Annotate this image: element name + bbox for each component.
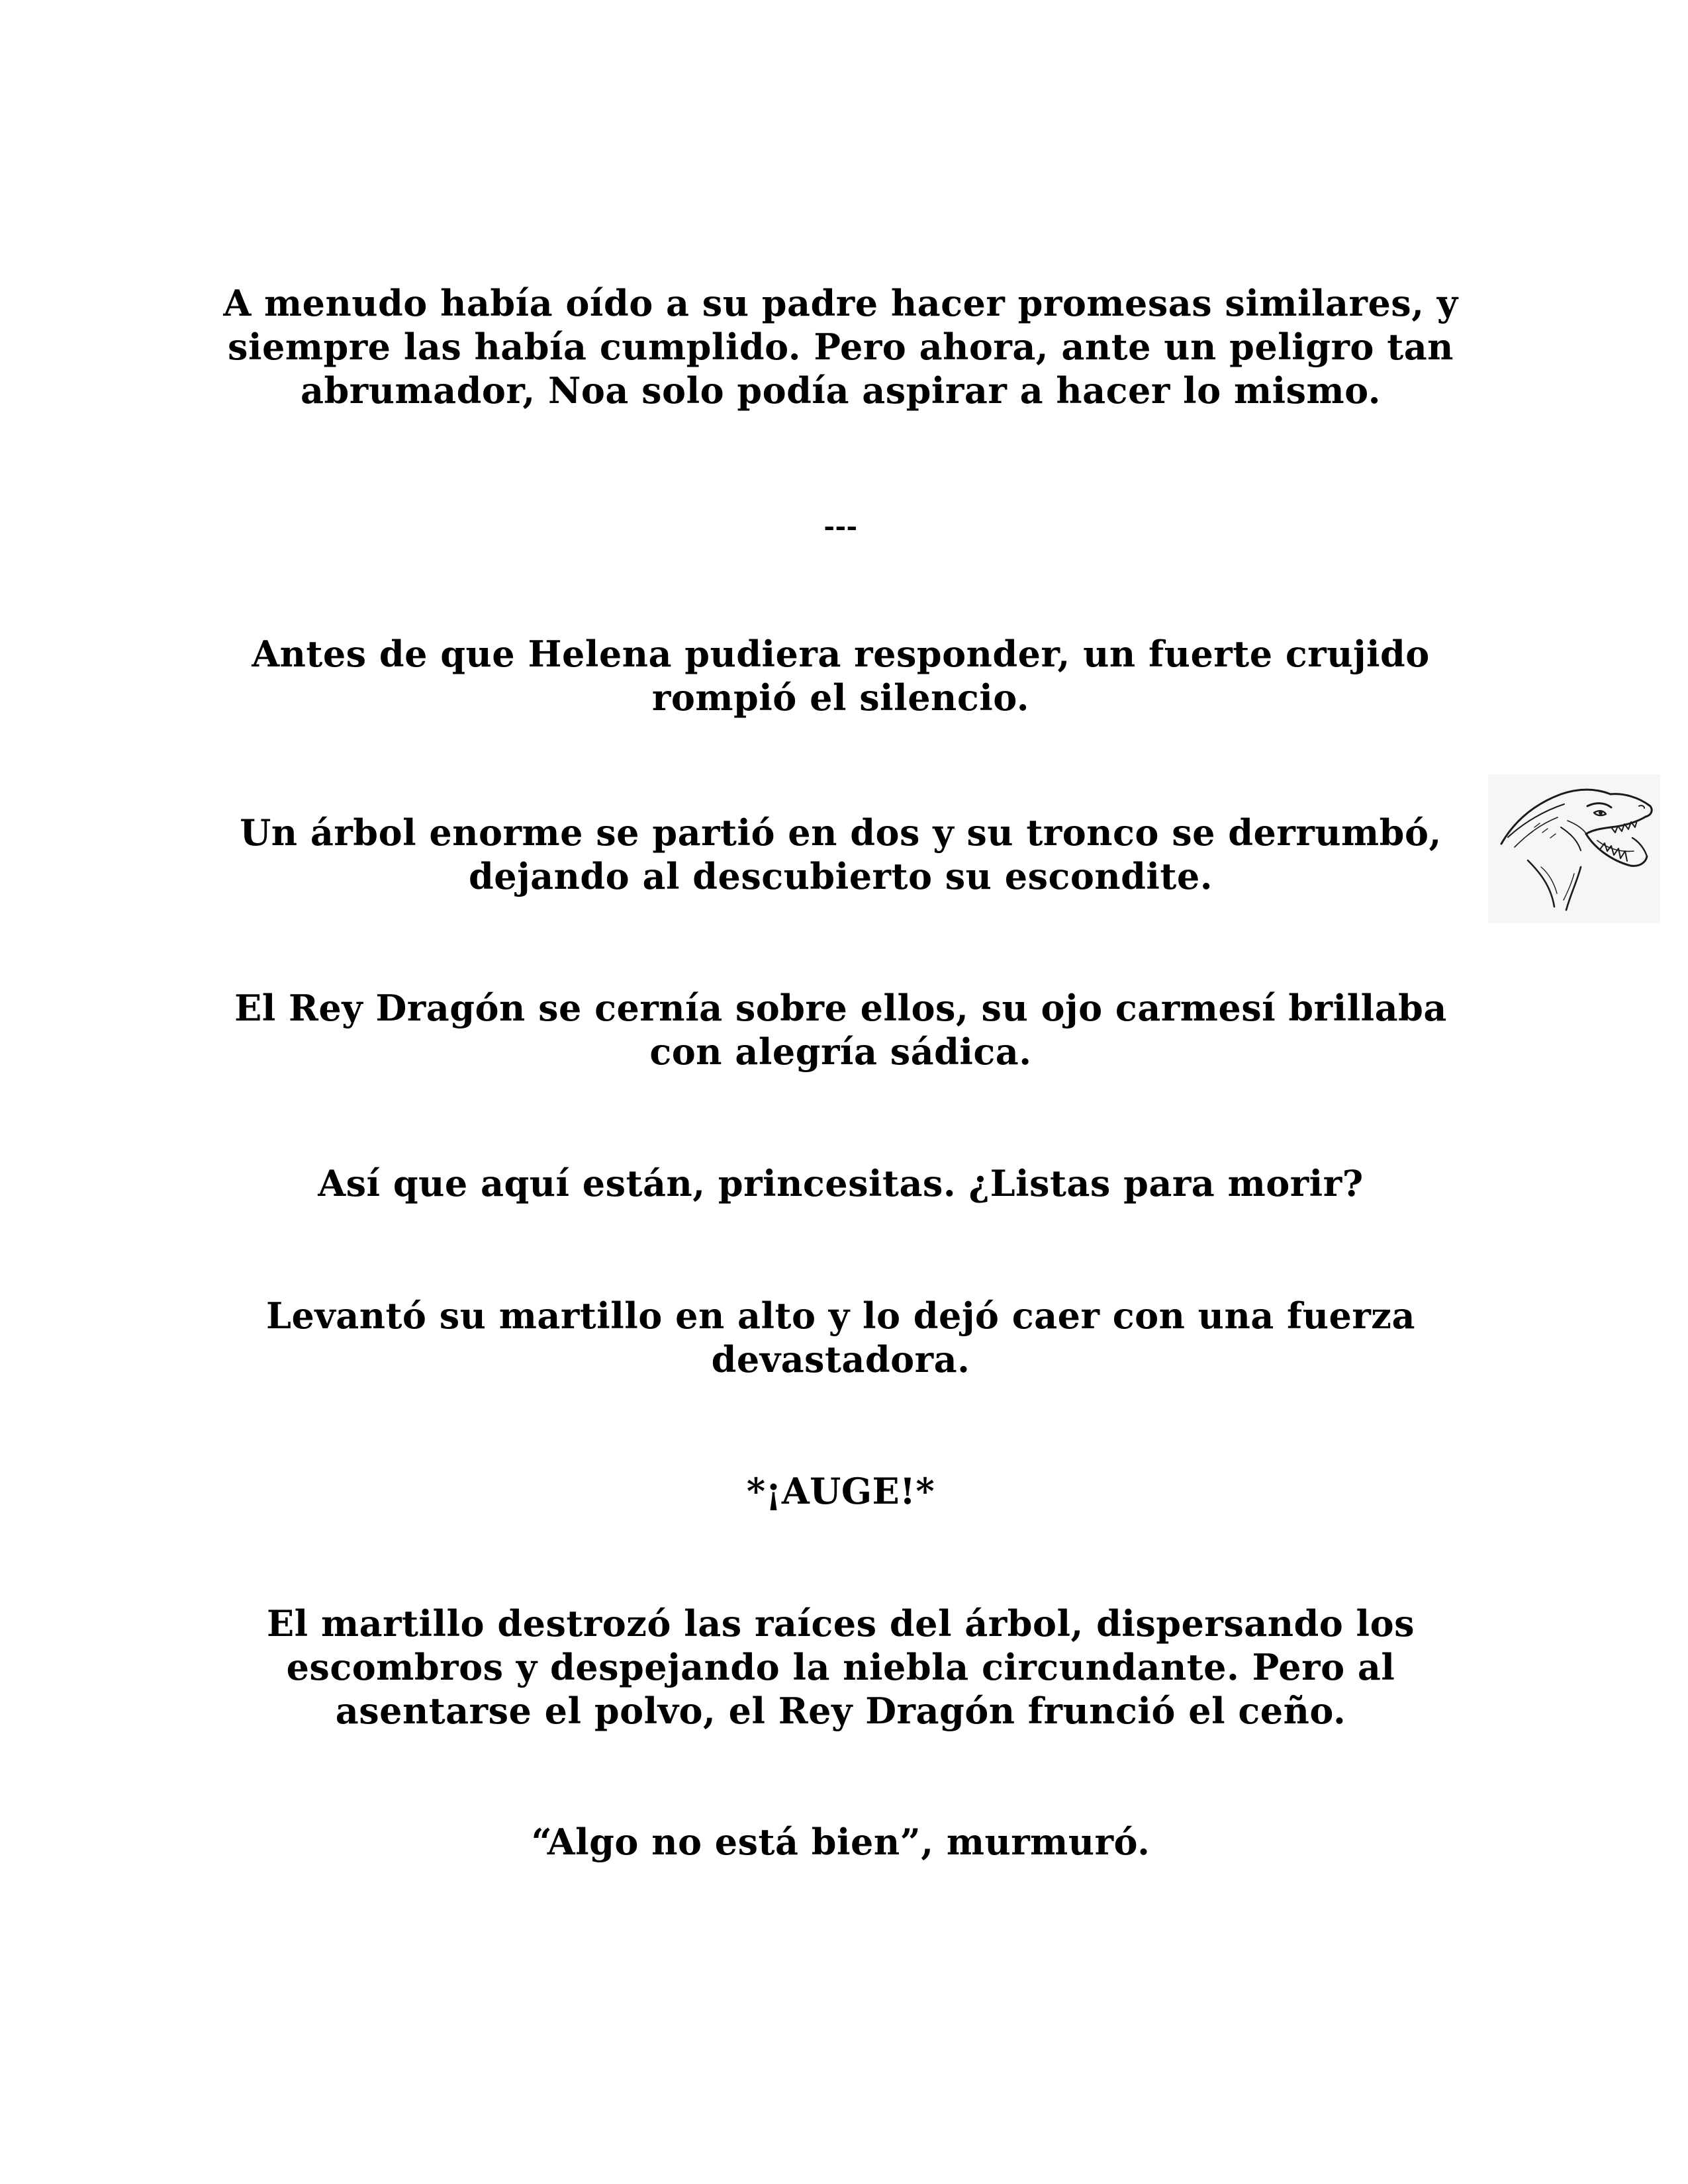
paragraph-dragon-king: El Rey Dragón se cernía sobre ellos, su ojo carmesí brillaba con alegría sádica.: [234, 987, 1447, 1073]
paragraph-roots: El martillo destrozó las raíces del árbol, dispersando los escombros y despejando la niebla circundante. Pero al asentarse el polvo, el Rey Dragón frunció el ceño.: [266, 1602, 1415, 1732]
paragraph-hammer: Levantó su martillo en alto y lo dejó caer con una fuerza devastadora.: [266, 1295, 1415, 1381]
paragraph-tree: Un árbol enorme se partió en dos y su tronco se derrumbó, dejando al descubierto su escondite.: [240, 811, 1442, 897]
paragraph-taunt: Así que aquí están, princesitas. ¿Listas para morir?: [318, 1162, 1364, 1205]
paragraph-murmur: “Algo no está bien”, murmuró.: [531, 1821, 1150, 1863]
paragraph-crack: Antes de que Helena pudiera responder, un fuerte crujido rompió el silencio.: [252, 633, 1430, 719]
paragraph-promises: A menudo había oído a su padre hacer promesas similares, y siempre las había cumplido. Pero ahora, ante un peligro tan abrumador, Noa solo podía aspirar a hacer lo mismo.: [223, 282, 1458, 412]
section-divider: ---: [823, 511, 858, 542]
dragon-head-sketch-icon: [1488, 774, 1660, 923]
paragraph-sound: *¡AUGE!*: [746, 1470, 935, 1512]
